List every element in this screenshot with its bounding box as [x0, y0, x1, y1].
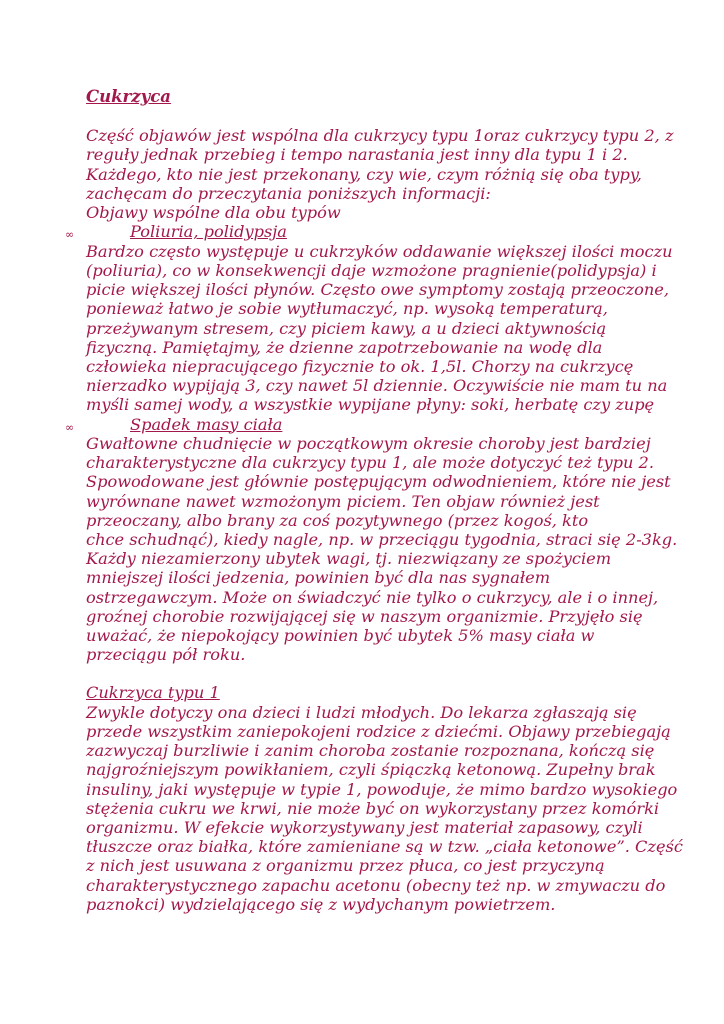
intro-line: Część objawów jest wspólna dla cukrzycy typu 1oraz cukrzycy typu 2, z [86, 126, 674, 146]
paragraph-line: nierzadko wypijają 3, czy nawet 5l dziennie. Oczywiście nie mam tu na [86, 376, 668, 396]
bullet-item-poliuria [65, 222, 646, 242]
intro-paragraph [86, 126, 674, 203]
paragraph-line: charakterystyczne dla cukrzycy typu 1, ale może dotyczyć też typu 2. [86, 453, 654, 473]
paragraph-line: (poliuria), co w konsekwencji daje wzmożone pragnienie(polidypsja) i [86, 260, 657, 280]
paragraph-line: przeciągu pół roku. [86, 645, 246, 665]
paragraph-line: Spowodowane jest głównie postępującym odwodnieniem, które nie jest [86, 472, 671, 492]
paragraph-line: charakterystycznego zapachu acetonu (obecny też np. w zmywaczu do [86, 875, 666, 895]
paragraph-line: najgroźniejszym powikłaniem, czyli śpiączką ketonową. Zupełny brak [86, 760, 656, 780]
bullet-heading-poliuria: Poliuria, polidypsja [130, 222, 287, 242]
paragraph-line: z nich jest usuwana z organizmu przez płuca, co jest przyczyną [86, 856, 605, 876]
paragraph-line: wyrównane nawet wzmożonym piciem. Ten objaw również jest [86, 491, 600, 511]
poliuria-paragraph [86, 241, 673, 415]
intro-line: zachęcam do przeczytania poniższych informacji: [86, 183, 491, 203]
paragraph-line: zazwyczaj burzliwie i zanim choroba zostanie rozpoznana, kończą się [86, 741, 655, 761]
paragraph-line: insuliny, jaki występuje w typie 1, powoduje, że mimo bardzo wysokiego [86, 779, 678, 799]
intro-line: Każdego, kto nie jest przekonany, czy wie, czym różnią się oba typy, [86, 164, 642, 184]
paragraph-line: człowieka niepracującego fizycznie to ok. 1,5l. Chorzy na cukrzycę [86, 356, 634, 376]
paragraph-line: Gwałtowne chudnięcie w początkowym okresie choroby jest bardziej [86, 434, 651, 454]
bullet-heading-weight-loss: Spadek masy ciała [130, 414, 283, 434]
paragraph-line: picie większej ilości płynów. Często owe symptomy zostają przeoczone, [86, 280, 670, 300]
type1-paragraph [86, 702, 683, 914]
paragraph-line: przeoczany, albo brany za coś pozytywnego (przez kogoś, kto [86, 510, 589, 530]
paragraph-line: przede wszystkim zaniepokojeni rodzice z dziećmi. Objawy przebiegają [86, 721, 671, 741]
paragraph-line: stężenia cukru we krwi, nie może być on wykorzystany przez komórki [86, 798, 660, 818]
type1-heading: Cukrzyca typu 1 [86, 683, 220, 703]
paragraph-line: uważać, że niepokojący powinien być ubytek 5% masy ciała w [86, 626, 595, 646]
paragraph-line: tłuszcze oraz białka, które zamieniane są w tzw. „ciała ketonowe”. Część [86, 837, 683, 857]
weight-loss-paragraph [86, 434, 678, 665]
infinity-bullet-icon: ∞ [65, 420, 75, 434]
paragraph-line: ostrzegawczym. Może on świadczyć nie tylko o cukrzycy, ale i o innej, [86, 587, 659, 607]
document-page [65, 87, 683, 914]
paragraph-line: ponieważ łatwo je sobie wytłumaczyć, np. wysoką temperaturą, [86, 299, 608, 319]
paragraph-line: Zwykle dotyczy ona dzieci i ludzi młodych. Do lekarza zgłaszają się [86, 702, 637, 722]
paragraph-line: groźnej chorobie rozwijającej się w naszym organizmie. Przyjęło się [86, 606, 643, 626]
paragraph-line: przeżywanym stresem, czy piciem kawy, a u dzieci aktywnością [86, 318, 607, 338]
paragraph-line: organizmu. W efekcie wykorzystywany jest materiał zapasowy, czyli [86, 817, 643, 837]
infinity-bullet-icon: ∞ [65, 228, 75, 242]
bullet-item-weight-loss [65, 414, 646, 435]
common-symptoms-heading: Objawy wspólne dla obu typów [86, 203, 341, 223]
paragraph-line: chce schudnąć), kiedy nagle, np. w przeciągu tygodnia, straci się 2-3kg. [86, 530, 678, 550]
paragraph-line: myśli samej wody, a wszystkie wypijane płyny: soki, herbatę czy zupę [86, 395, 655, 415]
document-title: Cukrzyca [86, 87, 171, 106]
paragraph-line: Bardzo często występuje u cukrzyków oddawanie większej ilości moczu [86, 241, 673, 261]
intro-line: reguły jednak przebieg i tempo narastania jest inny dla typu 1 i 2. [86, 145, 628, 165]
paragraph-line: paznokci) wydzielającego się z wydychanym powietrzem. [86, 894, 556, 914]
paragraph-line: mniejszej ilości jedzenia, powinien być dla nas sygnałem [86, 568, 551, 588]
paragraph-line: Każdy niezamierzony ubytek wagi, tj. niezwiązany ze spożyciem [86, 549, 612, 569]
paragraph-line: fizyczną. Pamiętajmy, że dzienne zapotrzebowanie na wodę dla [86, 337, 603, 357]
